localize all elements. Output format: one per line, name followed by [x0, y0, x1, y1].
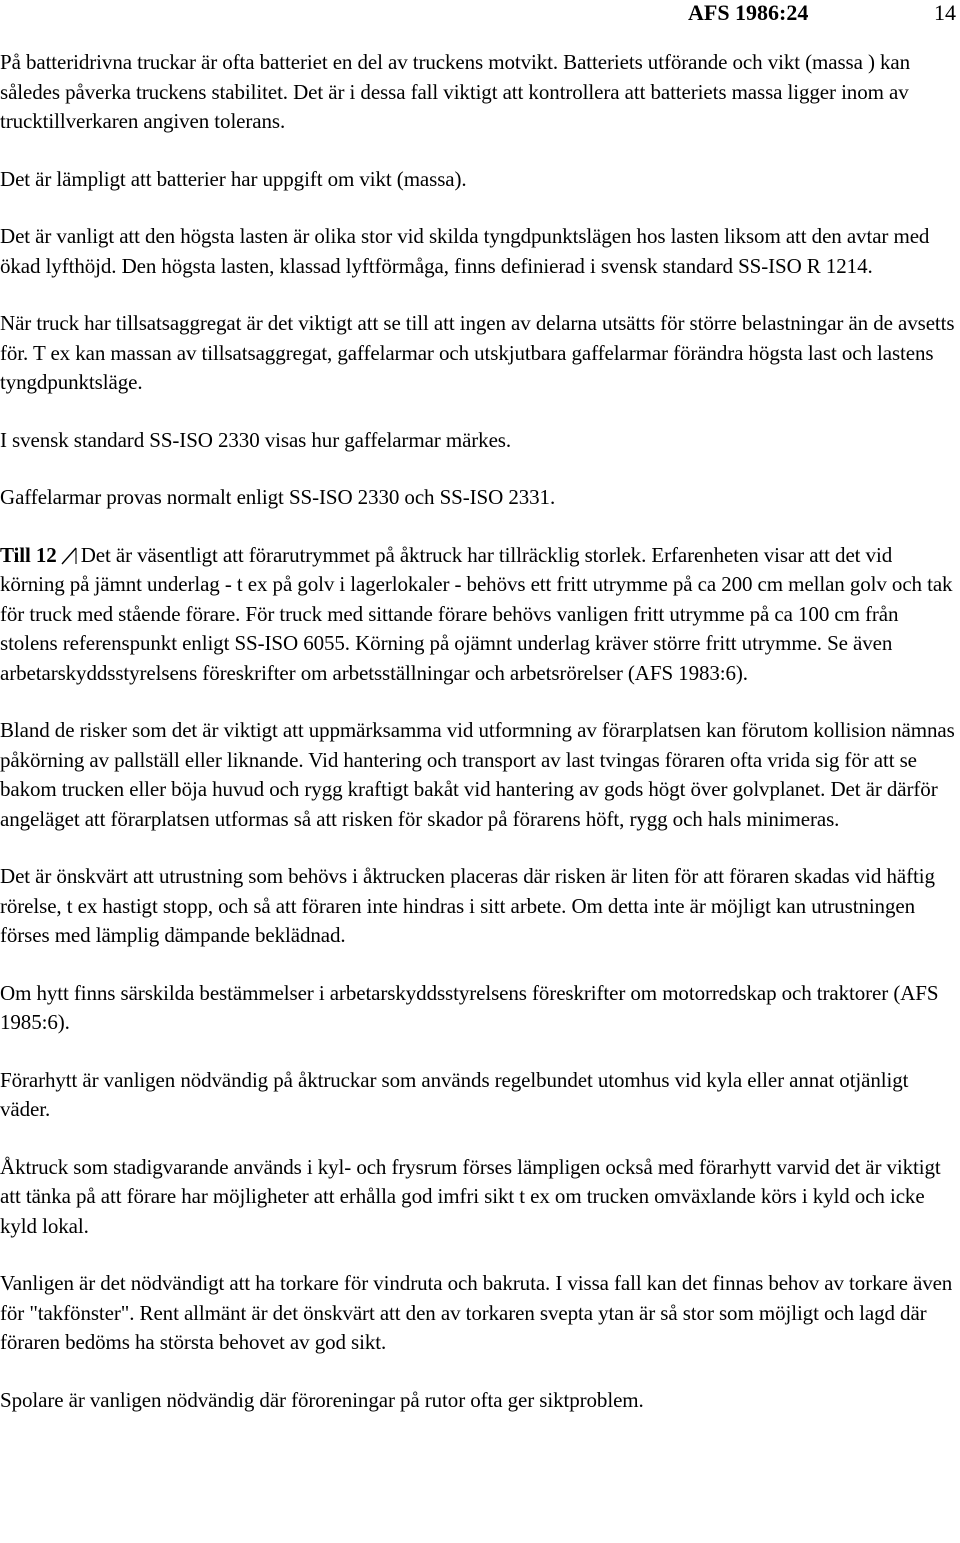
paragraph-fork-testing: Gaffelarmar provas normalt enligt SS-ISO 2330 och SS-ISO 2331. — [0, 485, 556, 509]
paragraph-attachments: När truck har tillsatsaggregat är det viktigt att se till att ingen av delarna utsätts för större belastningar än de avsetts för. T ex kan massan av tillsatsaggregat, gaffelarmar och utskjutbara gaffelarmar förändra högsta last och lastens tyngdpunktsläge. — [0, 311, 955, 394]
paragraph-max-load: Det är vanligt att den högsta lasten är olika stor vid skilda tyngdpunktslägen hos lasten liksom att den avtar med ökad lyfthöjd. Den högsta lasten, klassad lyftförmåga, finns definierad i svensk standard SS-ISO R 1214. — [0, 224, 930, 278]
paragraph-battery-counterweight: På batteridrivna truckar är ofta batteriet en del av truckens motvikt. Batteriets utförande och vikt (massa ) kan således påverka truckens stabilitet. Det är i dessa fall viktigt att kontrollera att batteriets massa ligger inom av trucktillverkaren angiven tolerans. — [0, 50, 911, 133]
paragraph-cab-outdoor: Förarhytt är vanligen nödvändig på åktruckar som används regelbundet utomhus vid kyla eller annat otjänligt väder. — [0, 1067, 909, 1121]
section-separator-icon — [61, 547, 77, 565]
page-number: 14 — [934, 0, 956, 25]
paragraph-battery-weight: Det är lämpligt att batterier har uppgift om vikt (massa). — [0, 166, 467, 191]
paragraph-driver-risks: Bland de risker som det är viktigt att uppmärksamma vid utformning av förarplatsen kan förutom kollision nämnas påkörning av pallställ eller liknande. Vid hantering och transport av last tvingas föraren ofta vrida sig för att se bakom trucken eller böja huvud och rygg kraftigt bakåt vid hantering av gods högt över golvplanet. Det är därför angeläget att förarplatsen utformas så att risken för skador på förarens höft, rygg och hals minimeras. — [0, 718, 955, 831]
section-reference-label: Till 12 — [0, 542, 57, 567]
document-reference: AFS 1986:24 — [688, 0, 809, 25]
paragraph-wipers: Vanligen är det nödvändigt att ha torkare för vindruta och bakruta. I vissa fall kan det finnas behov av torkare även för "takfönster". Rent allmänt är det önskvärt att den av torkaren svepta ytan är så stor som möjligt och lagd där föraren bedöms ha största behovet av god sikt. — [0, 1271, 953, 1354]
paragraph-fork-marking: I svensk standard SS-ISO 2330 visas hur gaffelarmar märkes. — [0, 427, 512, 452]
paragraph-cold-storage: Åktruck som stadigvarande används i kyl- och frysrum förses lämpligen också med förarhytt varvid det är viktigt att tänka på att förare har möjligheter att erhålla god imfri sikt t ex om trucken omväxlande körs i kyld och icke kyld lokal. — [0, 1154, 941, 1238]
paragraph-till-12 — [0, 541, 955, 689]
section-text: Det är väsentligt att förarutrymmet på åktruck har tillräcklig storlek. Erfarenheten visar att det vid körning på jämnt underlag - t ex på golv i lagerlokaler - behövs ett fritt utrymme på ca 200 cm mellan golv och tak för truck med stående förare. För truck med sittande förare behövs vanligen fritt utrymme på ca 100 cm från stolens referenspunkt enligt SS-ISO 6055. Körning på ojämnt underlag kräver större fritt utrymme. Se även arbetarskyddsstyrelsens föreskrifter om arbetsställningar och arbetsrörelser (AFS 1983:6). — [0, 542, 953, 685]
paragraph-equipment-placement: Det är önskvärt att utrustning som behövs i åktrucken placeras där risken är liten för att föraren skadas vid häftig rörelse, t ex hastigt stopp, och så att föraren inte hindras i sitt arbete. Om detta inte är möjligt kan utrustningen förses med lämplig dämpande beklädnad. — [0, 864, 935, 947]
paragraph-cab-regulations: Om hytt finns särskilda bestämmelser i arbetarskyddsstyrelsens föreskrifter om motorredskap och traktorer (AFS 1985:6). — [0, 980, 939, 1034]
document-body — [0, 48, 955, 1443]
paragraph-washers: Spolare är vanligen nödvändig där föroreningar på rutor ofta ger siktproblem. — [0, 1387, 644, 1412]
